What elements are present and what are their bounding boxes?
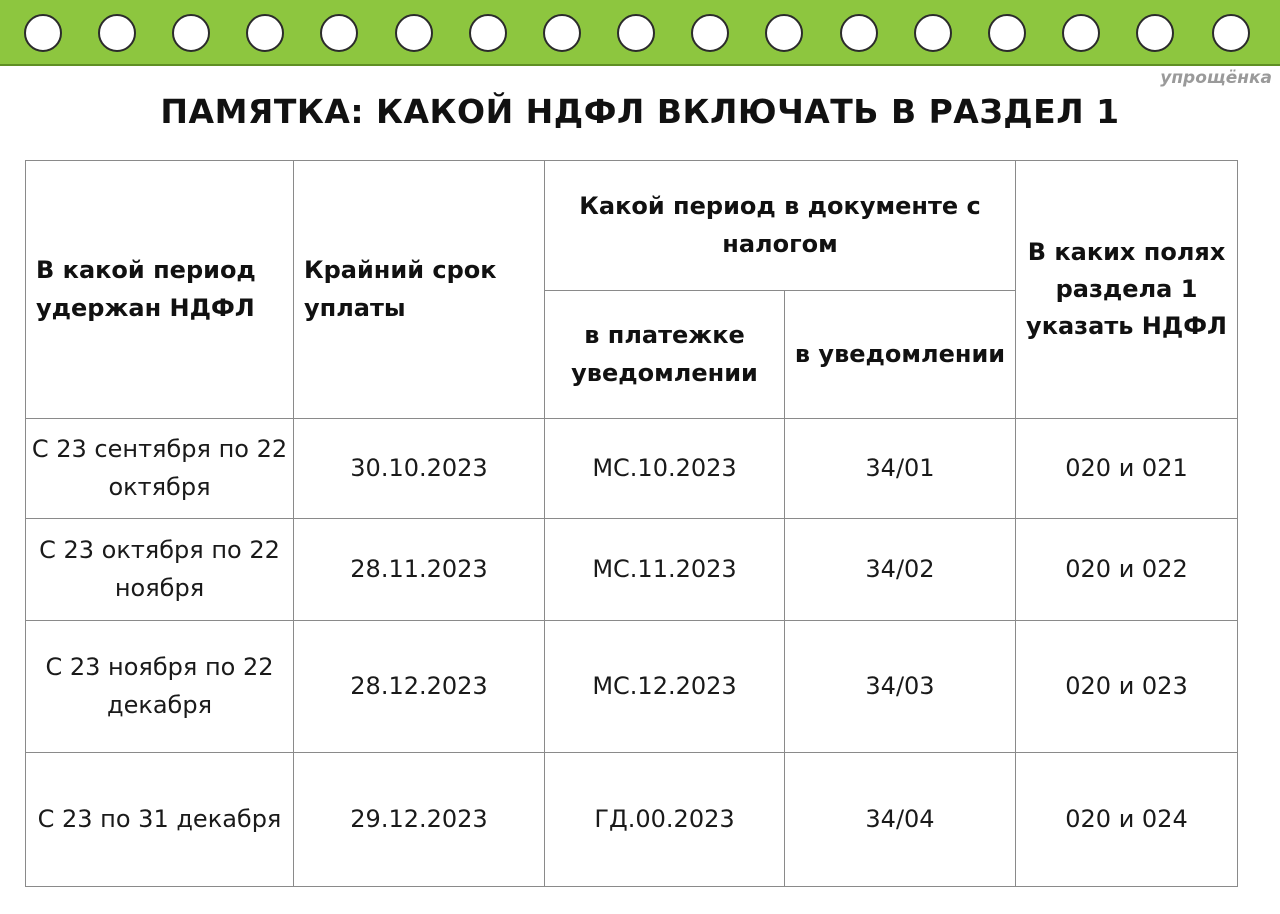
cell-deadline: 28.12.2023 bbox=[294, 621, 545, 753]
cell-period: С 23 ноября по 22 декабря bbox=[26, 621, 294, 753]
binder-hole bbox=[691, 14, 729, 52]
cell-deadline: 30.10.2023 bbox=[294, 419, 545, 519]
cell-deadline: 29.12.2023 bbox=[294, 753, 545, 887]
cell-fields: 020 и 023 bbox=[1016, 621, 1238, 753]
page-title: ПАМЯТКА: КАКОЙ НДФЛ ВКЛЮЧАТЬ В РАЗДЕЛ 1 bbox=[160, 92, 1120, 131]
cell-fields: 020 и 021 bbox=[1016, 419, 1238, 519]
cell-payment: МС.10.2023 bbox=[545, 419, 785, 519]
cell-notice: 34/02 bbox=[785, 519, 1016, 621]
ndfl-table bbox=[25, 160, 1238, 887]
binder-hole bbox=[395, 14, 433, 52]
cell-deadline: 28.11.2023 bbox=[294, 519, 545, 621]
header-doc-period: Какой период в документе с налогом bbox=[545, 161, 1016, 291]
cell-notice: 34/01 bbox=[785, 419, 1016, 519]
binder-hole bbox=[765, 14, 803, 52]
cell-period: С 23 сентября по 22 октября bbox=[26, 419, 294, 519]
table-row bbox=[26, 419, 1238, 519]
cell-payment: МС.12.2023 bbox=[545, 621, 785, 753]
cell-period: С 23 по 31 декабря bbox=[26, 753, 294, 887]
header-period: В какой период удержан НДФЛ bbox=[26, 161, 294, 419]
binder-hole bbox=[1212, 14, 1250, 52]
cell-period: С 23 октября по 22 ноября bbox=[26, 519, 294, 621]
brand-logo: упрощёнка bbox=[1160, 68, 1272, 88]
cell-fields: 020 и 022 bbox=[1016, 519, 1238, 621]
binder-hole bbox=[914, 14, 952, 52]
binder-hole bbox=[840, 14, 878, 52]
header-deadline: Крайний срок уплаты bbox=[294, 161, 545, 419]
binder-hole bbox=[617, 14, 655, 52]
binder-hole bbox=[246, 14, 284, 52]
binder-hole bbox=[543, 14, 581, 52]
header-fields: В каких полях раздела 1 указать НДФЛ bbox=[1016, 161, 1238, 419]
cell-notice: 34/04 bbox=[785, 753, 1016, 887]
header-in-notice: в уведомлении bbox=[785, 291, 1016, 419]
table-row bbox=[26, 519, 1238, 621]
binder-hole bbox=[1136, 14, 1174, 52]
binder-hole bbox=[172, 14, 210, 52]
binder-hole bbox=[1062, 14, 1100, 52]
binder-hole bbox=[24, 14, 62, 52]
table-row bbox=[26, 753, 1238, 887]
table-row bbox=[26, 621, 1238, 753]
cell-payment: ГД.00.2023 bbox=[545, 753, 785, 887]
cell-fields: 020 и 024 bbox=[1016, 753, 1238, 887]
binder-hole bbox=[469, 14, 507, 52]
table-header-row bbox=[26, 161, 1238, 291]
cell-notice: 34/03 bbox=[785, 621, 1016, 753]
cell-payment: МС.11.2023 bbox=[545, 519, 785, 621]
binder-hole bbox=[98, 14, 136, 52]
header-in-payment: в платежке уведомлении bbox=[545, 291, 785, 419]
binder-band bbox=[0, 0, 1280, 66]
binder-hole bbox=[988, 14, 1026, 52]
binder-hole bbox=[320, 14, 358, 52]
